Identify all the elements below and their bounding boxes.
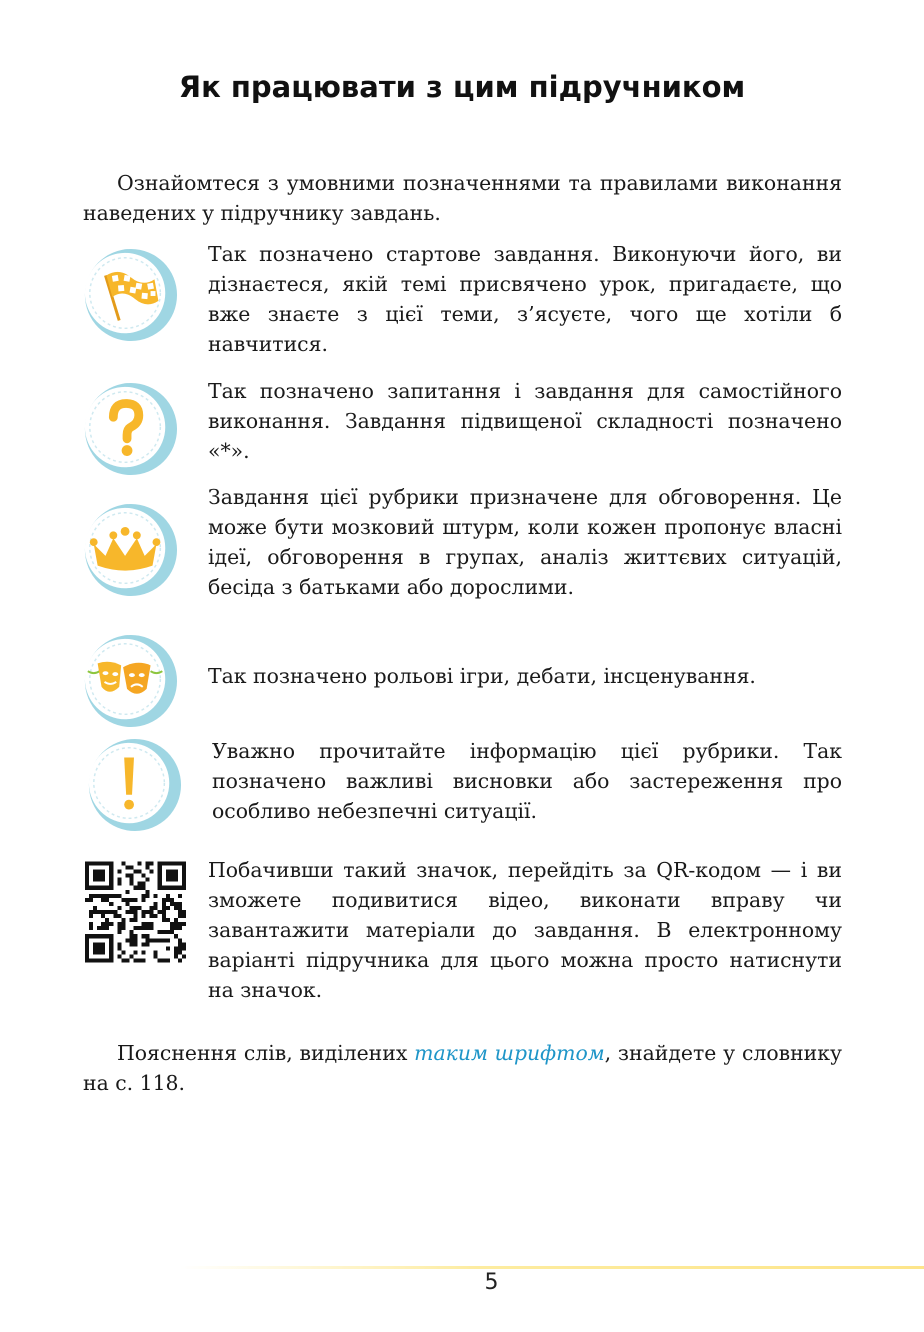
qr-code-icon[interactable] [85, 861, 186, 963]
rubric-start-task: Так позначено стартове завдання. Виконуючи його, ви дізнаєтеся, якій темі присвячено урок, пригадаєте, що вже знаєте з цієї теми, з’ясуєте, чого ще хотіли б навчитися. [208, 242, 842, 356]
rubric-important-info: Уважно прочитайте інформацію цієї рубрики. Так позначено важливі висновки або застереження про особливо небезпечні ситуації. [212, 739, 842, 823]
page-number: 5 [484, 1270, 499, 1295]
page-title: Як працювати з цим підручником [178, 70, 746, 104]
rubric-discussion: Завдання цієї рубрики призначене для обговорення. Це може бути мозковий штурм, коли кожен пропонує власні ідеї, обговорення в групах, аналіз життєвих ситуацій, бесіда з батьками або дорослими. [208, 485, 842, 599]
rubric-self-study: Так позначено запитання і завдання для самостійного виконання. Завдання підвищеної складності позначено «*». [208, 379, 842, 463]
crown-icon [80, 501, 178, 599]
dictionary-note [83, 1038, 842, 1098]
rubric-role-play: Так позначено рольові ігри, дебати, інсценування. [208, 664, 756, 688]
intro-paragraph: Ознайомтеся з умовними позначеннями та правилами виконання наведених у підручнику завдань. [83, 171, 842, 225]
rubric-qr-code: Побачивши такий значок, перейдіть за QR-кодом — і ви зможете подивитися відео, виконати вправу чи завантажити матеріали до завдання. В електронному варіанті підручника для цього можна просто натиснути на значок. [208, 858, 842, 1002]
checkered-flag-icon [80, 246, 178, 344]
highlighted-term-example: таким шрифтом [414, 1041, 605, 1065]
exclamation-mark-icon [84, 736, 182, 834]
footer-divider [180, 1266, 924, 1269]
theater-masks-icon [80, 632, 178, 730]
dictionary-note-text: Пояснення слів, виділених [117, 1041, 415, 1065]
dictionary-note-tail: , знайдете у словнику на с. 118. [83, 1041, 842, 1095]
question-mark-icon [80, 380, 178, 478]
